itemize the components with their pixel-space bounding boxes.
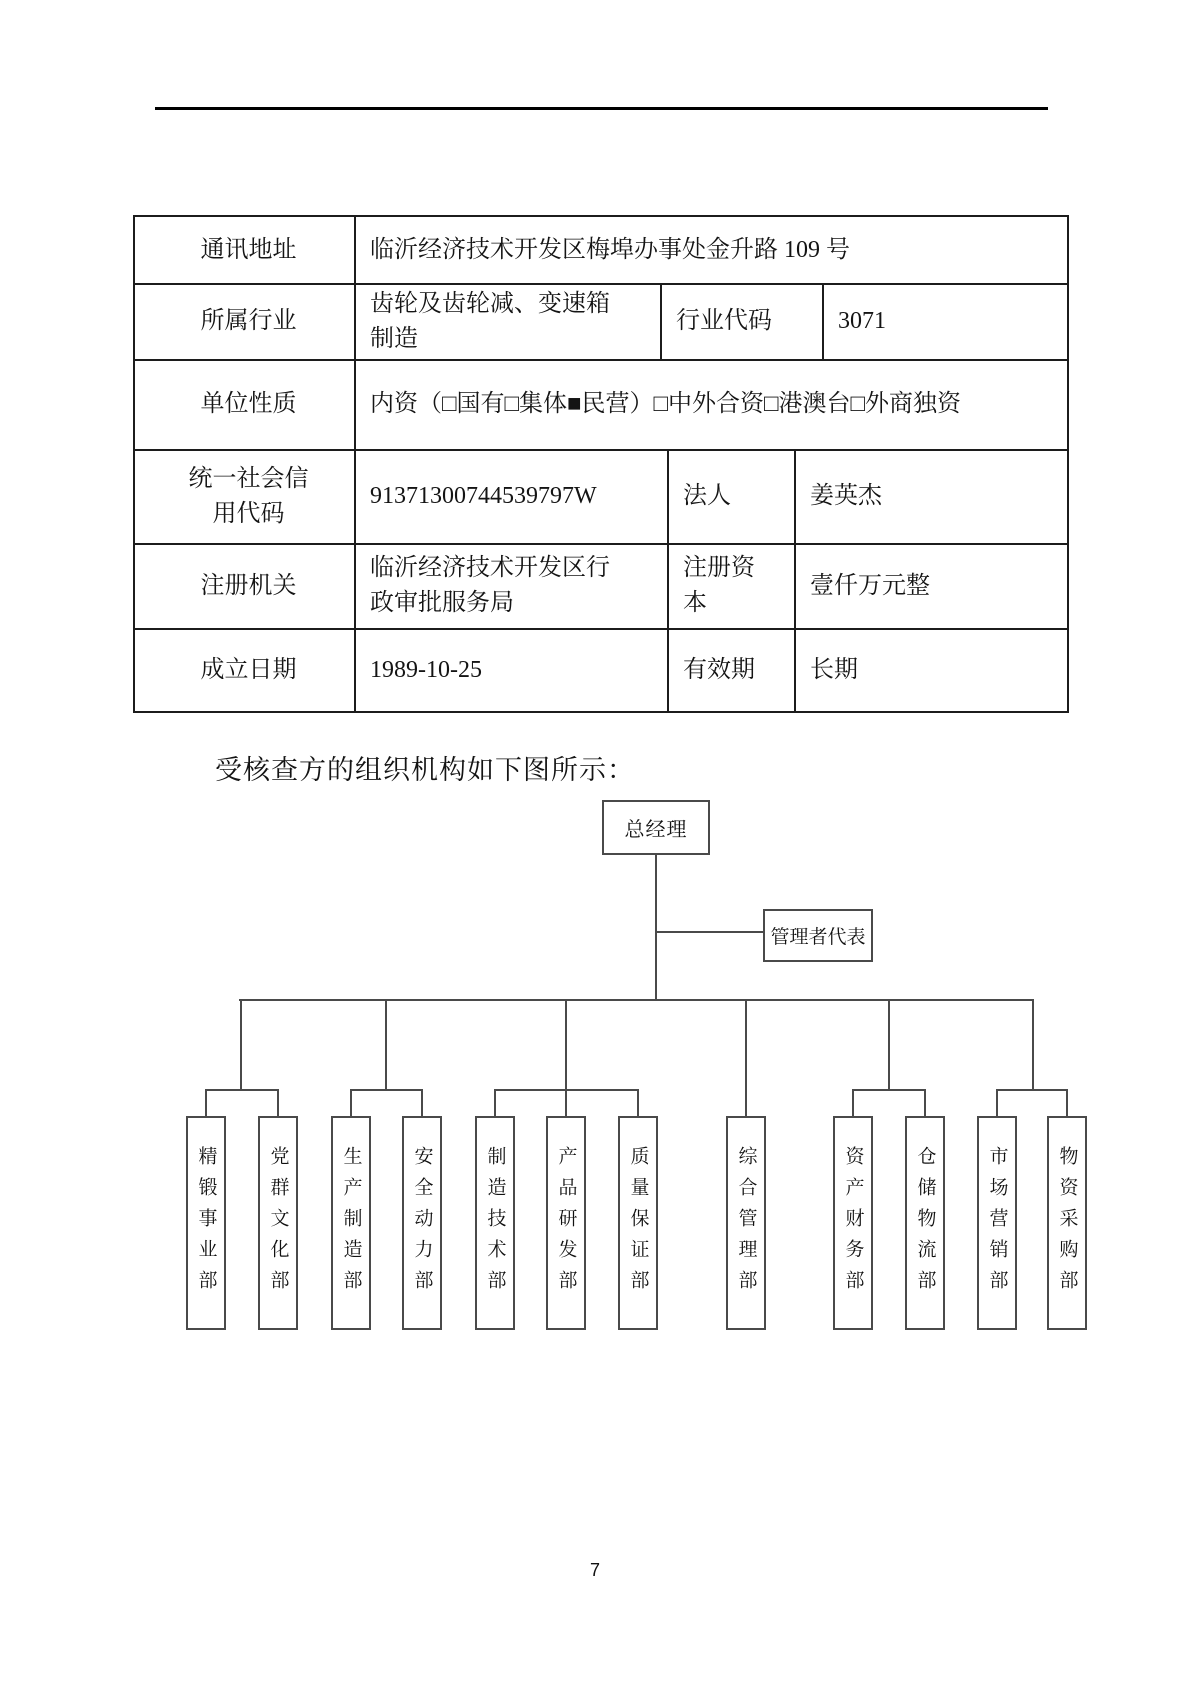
row-value: 内资（□国有□集体■民营）□中外合资□港澳台□外商独资	[355, 360, 1068, 450]
table-row	[134, 216, 1068, 284]
row-value: 1989-10-25	[355, 629, 668, 712]
connector-line	[494, 1089, 496, 1116]
org-node-dept: 仓储物流部	[905, 1116, 945, 1330]
row-value-2: 姜英杰	[795, 450, 1068, 544]
connector-line	[205, 1089, 207, 1116]
org-node-dept: 市场营销部	[977, 1116, 1017, 1330]
row-value-2: 3071	[823, 284, 1068, 360]
row-value-2: 壹仟万元整	[795, 544, 1068, 629]
row-value: 齿轮及齿轮减、变速箱制造	[355, 284, 661, 360]
row-label-2: 法人	[668, 450, 795, 544]
row-label: 统一社会信用代码	[134, 450, 355, 544]
connector-line	[745, 999, 747, 1116]
header-rule	[155, 107, 1048, 110]
connector-line	[565, 999, 567, 1116]
table-row	[134, 284, 1068, 360]
table-row	[134, 450, 1068, 544]
page-number: 7	[589, 1560, 600, 1580]
connector-line	[924, 1089, 926, 1116]
table-row	[134, 629, 1068, 712]
connector-line	[350, 1089, 352, 1116]
connector-line	[655, 931, 763, 933]
row-label: 单位性质	[134, 360, 355, 450]
row-value: 临沂经济技术开发区行政审批服务局	[355, 544, 668, 629]
row-label-2: 有效期	[668, 629, 795, 712]
connector-line	[655, 855, 657, 1001]
connector-line	[852, 1089, 926, 1091]
org-node-dept: 质量保证部	[618, 1116, 658, 1330]
table-row	[134, 360, 1068, 450]
connector-line	[385, 999, 387, 1091]
connector-line	[637, 1089, 639, 1116]
row-value: 临沂经济技术开发区梅埠办事处金升路 109 号	[355, 216, 1068, 284]
org-node-dept: 安全动力部	[402, 1116, 442, 1330]
table-row	[134, 544, 1068, 629]
connector-line	[996, 1089, 998, 1116]
row-value-2: 长期	[795, 629, 1068, 712]
connector-line	[421, 1089, 423, 1116]
row-label: 所属行业	[134, 284, 355, 360]
row-label: 通讯地址	[134, 216, 355, 284]
row-label-2: 行业代码	[661, 284, 823, 360]
connector-line	[239, 999, 1034, 1001]
connector-line	[852, 1089, 854, 1116]
org-node-dept: 党群文化部	[258, 1116, 298, 1330]
row-label: 注册机关	[134, 544, 355, 629]
connector-line	[1032, 999, 1034, 1091]
org-node-dept: 精锻事业部	[186, 1116, 226, 1330]
row-label-2: 注册资本	[668, 544, 795, 629]
connector-line	[888, 999, 890, 1091]
connector-line	[240, 999, 242, 1091]
org-node-dept: 综合管理部	[726, 1116, 766, 1330]
org-node-dept: 物资采购部	[1047, 1116, 1087, 1330]
row-value: 91371300744539797W	[355, 450, 668, 544]
connector-line	[205, 1089, 279, 1091]
section-heading: 受核查方的组织机构如下图所示：	[215, 755, 635, 785]
org-node-root: 总经理	[602, 800, 710, 855]
connector-line	[277, 1089, 279, 1116]
row-label: 成立日期	[134, 629, 355, 712]
org-node-dept: 产品研发部	[546, 1116, 586, 1330]
org-node-dept: 制造技术部	[475, 1116, 515, 1330]
connector-line	[996, 1089, 1068, 1091]
connector-line	[350, 1089, 423, 1091]
org-node-dept: 资产财务部	[833, 1116, 873, 1330]
org-node-staff: 管理者代表	[763, 909, 873, 962]
org-node-dept: 生产制造部	[331, 1116, 371, 1330]
company-info-table	[133, 215, 1069, 713]
connector-line	[1066, 1089, 1068, 1116]
connector-line	[494, 1089, 639, 1091]
